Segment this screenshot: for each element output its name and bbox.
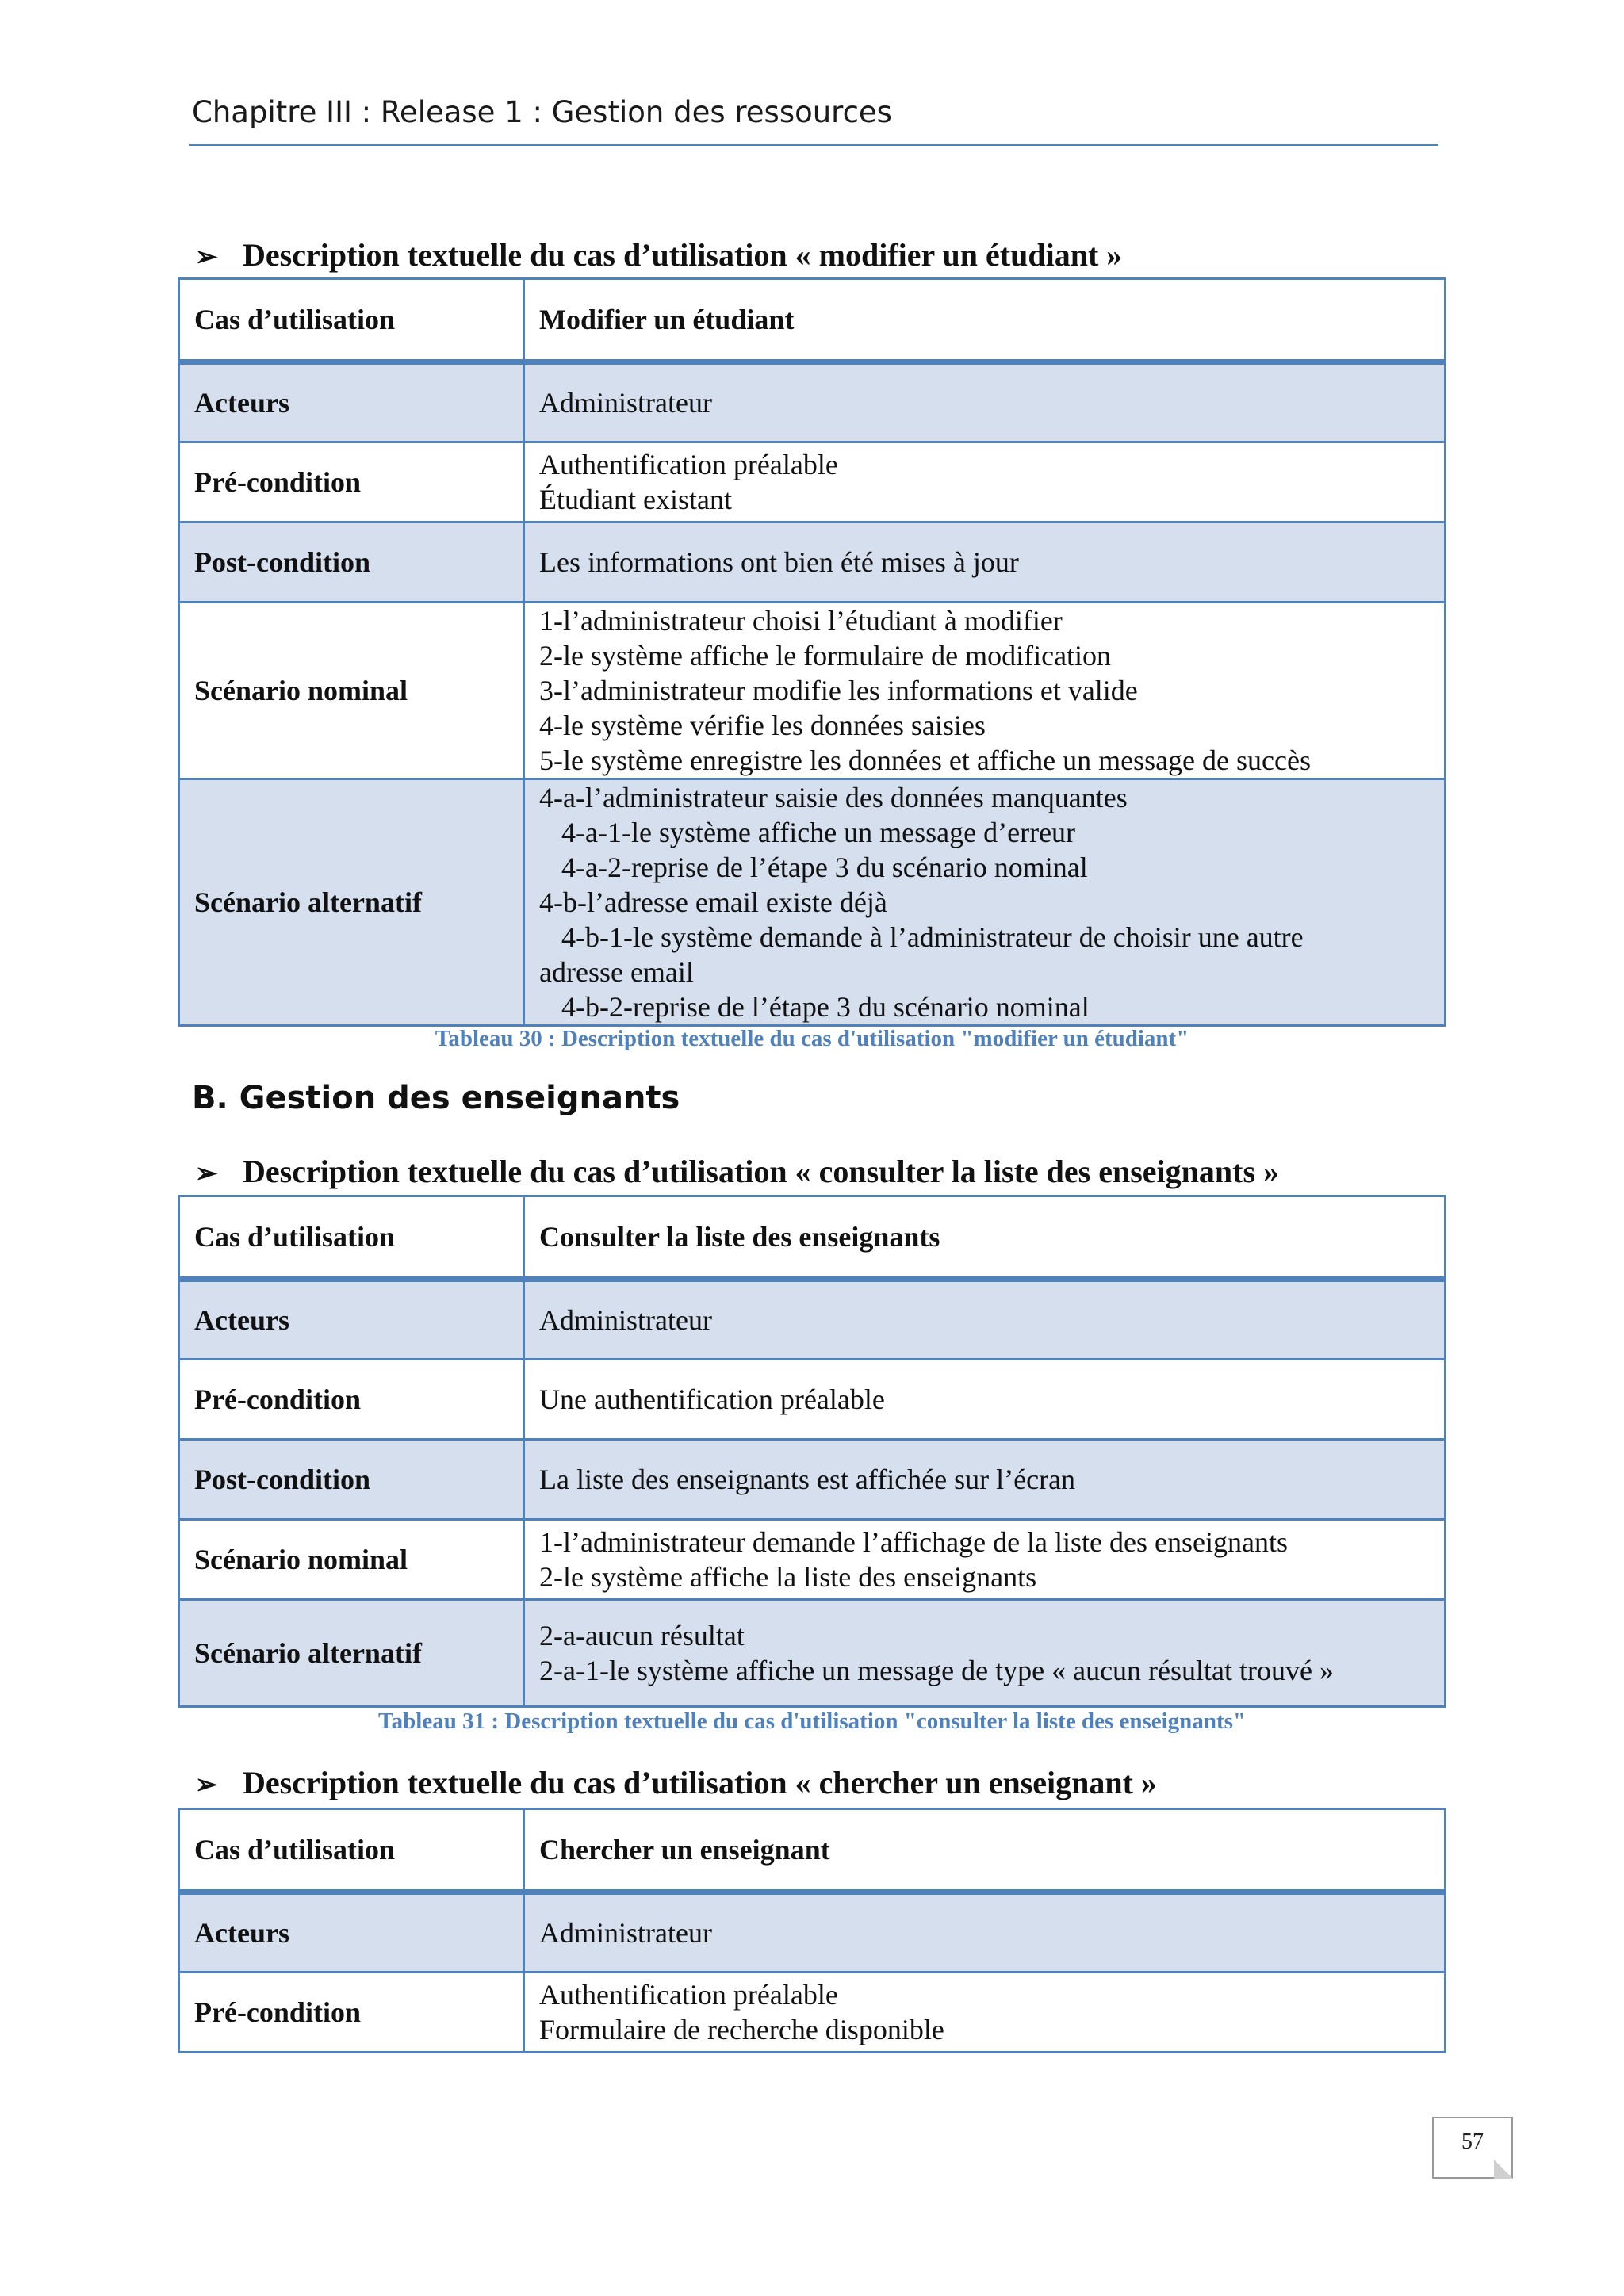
- section-b-title: B. Gestion des enseignants: [192, 1080, 680, 1116]
- row-line: 4-le système vérifie les données saisies: [539, 710, 986, 741]
- table-row: [179, 1360, 1446, 1440]
- usecase-table-consulter-enseignants: [178, 1195, 1446, 1708]
- table-head-row: [179, 1196, 1446, 1280]
- row-label: Pré-condition: [179, 1973, 524, 2053]
- row-label: Acteurs: [179, 362, 524, 442]
- row-value: [524, 362, 1446, 442]
- row-line: 4-a-2-reprise de l’étape 3 du scénario nominal: [561, 851, 1088, 883]
- usecase-table-modifier-etudiant: [178, 277, 1446, 1027]
- row-line: Une authentification préalable: [539, 1383, 885, 1415]
- table-row: [179, 1280, 1446, 1360]
- arrow-bullet-icon: ➢: [195, 243, 218, 272]
- row-label: Scénario alternatif: [179, 1600, 524, 1707]
- table-head-row: [179, 1809, 1446, 1892]
- table-row: [179, 1600, 1446, 1707]
- table-row: [179, 1520, 1446, 1600]
- page-number: [1432, 2117, 1513, 2179]
- row-label: Post-condition: [179, 1440, 524, 1520]
- table-row: [179, 442, 1446, 522]
- head-label: Cas d’utilisation: [179, 1809, 524, 1892]
- row-value: [524, 779, 1446, 1026]
- row-line: 4-a-1-le système affiche un message d’erreur: [561, 817, 1076, 848]
- table-row: [179, 362, 1446, 442]
- row-line: Authentification préalable: [539, 449, 838, 480]
- running-header: Chapitre III : Release 1 : Gestion des ressources: [192, 95, 892, 129]
- table-row: [179, 779, 1446, 1026]
- page-fold-icon: [1494, 2160, 1513, 2179]
- head-label: Cas d’utilisation: [179, 1196, 524, 1280]
- row-value: [524, 1440, 1446, 1520]
- row-line: 2-le système affiche le formulaire de modification: [539, 640, 1112, 672]
- row-line: 1-l’administrateur choisi l’étudiant à modifier: [539, 605, 1063, 637]
- row-line: Les informations ont bien été mises à jour: [539, 546, 1019, 578]
- row-value: [524, 1280, 1446, 1360]
- section1-heading: [195, 236, 1122, 274]
- row-value: [524, 522, 1446, 603]
- row-line: 4-a-l’administrateur saisie des données manquantes: [539, 782, 1128, 813]
- row-label: Post-condition: [179, 522, 524, 603]
- row-line: adresse email: [539, 956, 694, 988]
- table-row: [179, 1973, 1446, 2053]
- arrow-bullet-icon: ➢: [195, 1159, 218, 1188]
- table-head-row: [179, 279, 1446, 362]
- row-value: [524, 603, 1446, 779]
- table-row: [179, 603, 1446, 779]
- table-caption: Tableau 30 : Description textuelle du cas d'utilisation "modifier un étudiant": [435, 1026, 1189, 1051]
- head-label: Cas d’utilisation: [179, 279, 524, 362]
- row-value: [524, 1892, 1446, 1973]
- row-label: Scénario nominal: [179, 603, 524, 779]
- row-value: [524, 442, 1446, 522]
- row-line: Étudiant existant: [539, 484, 732, 515]
- page-number-text: 57: [1461, 2130, 1484, 2154]
- row-line: Administrateur: [539, 1917, 712, 1949]
- section1-title: Description textuelle du cas d’utilisation « modifier un étudiant »: [243, 237, 1123, 273]
- row-value: [524, 1520, 1446, 1600]
- head-value: Chercher un enseignant: [524, 1809, 1446, 1892]
- section3-heading: [195, 1764, 1157, 1801]
- row-label: Pré-condition: [179, 1360, 524, 1440]
- arrow-bullet-icon: ➢: [195, 1770, 218, 1800]
- row-label: Scénario nominal: [179, 1520, 524, 1600]
- row-value: [524, 1600, 1446, 1707]
- row-line: 1-l’administrateur demande l’affichage de la liste des enseignants: [539, 1526, 1288, 1558]
- row-line: 3-l’administrateur modifie les informations et valide: [539, 675, 1138, 706]
- section3-title: Description textuelle du cas d’utilisation « chercher un enseignant »: [243, 1765, 1157, 1800]
- row-label: Pré-condition: [179, 442, 524, 522]
- table-row: [179, 1892, 1446, 1973]
- section2-title: Description textuelle du cas d’utilisation « consulter la liste des enseignants »: [243, 1154, 1280, 1189]
- row-line: Authentification préalable: [539, 1979, 838, 2011]
- usecase-table-chercher-enseignant: [178, 1808, 1446, 2053]
- row-line: Administrateur: [539, 387, 712, 419]
- row-line: La liste des enseignants est affichée sur l’écran: [539, 1464, 1076, 1495]
- table-row: [179, 1440, 1446, 1520]
- row-line: Formulaire de recherche disponible: [539, 2014, 944, 2045]
- row-line: Administrateur: [539, 1304, 712, 1336]
- row-line: 5-le système enregistre les données et affiche un message de succès: [539, 744, 1311, 776]
- row-label: Acteurs: [179, 1280, 524, 1360]
- row-label: Acteurs: [179, 1892, 524, 1973]
- row-value: [524, 1360, 1446, 1440]
- table-caption: Tableau 31 : Description textuelle du cas d'utilisation "consulter la liste des enseignants": [378, 1709, 1246, 1734]
- row-line: 4-b-l’adresse email existe déjà: [539, 886, 887, 918]
- row-label: Scénario alternatif: [179, 779, 524, 1026]
- row-line: 2-a-1-le système affiche un message de type « aucun résultat trouvé »: [539, 1655, 1334, 1686]
- head-value: Consulter la liste des enseignants: [524, 1196, 1446, 1280]
- row-line: 4-b-2-reprise de l’étape 3 du scénario nominal: [561, 991, 1090, 1023]
- row-line: 2-le système affiche la liste des enseignants: [539, 1561, 1037, 1593]
- row-line: 4-b-1-le système demande à l’administrateur de choisir une autre: [561, 921, 1304, 953]
- table-row: [179, 522, 1446, 603]
- row-value: [524, 1973, 1446, 2053]
- head-value: Modifier un étudiant: [524, 279, 1446, 362]
- row-line: 2-a-aucun résultat: [539, 1620, 745, 1651]
- header-rule: [189, 144, 1438, 146]
- section2-heading: [195, 1153, 1279, 1190]
